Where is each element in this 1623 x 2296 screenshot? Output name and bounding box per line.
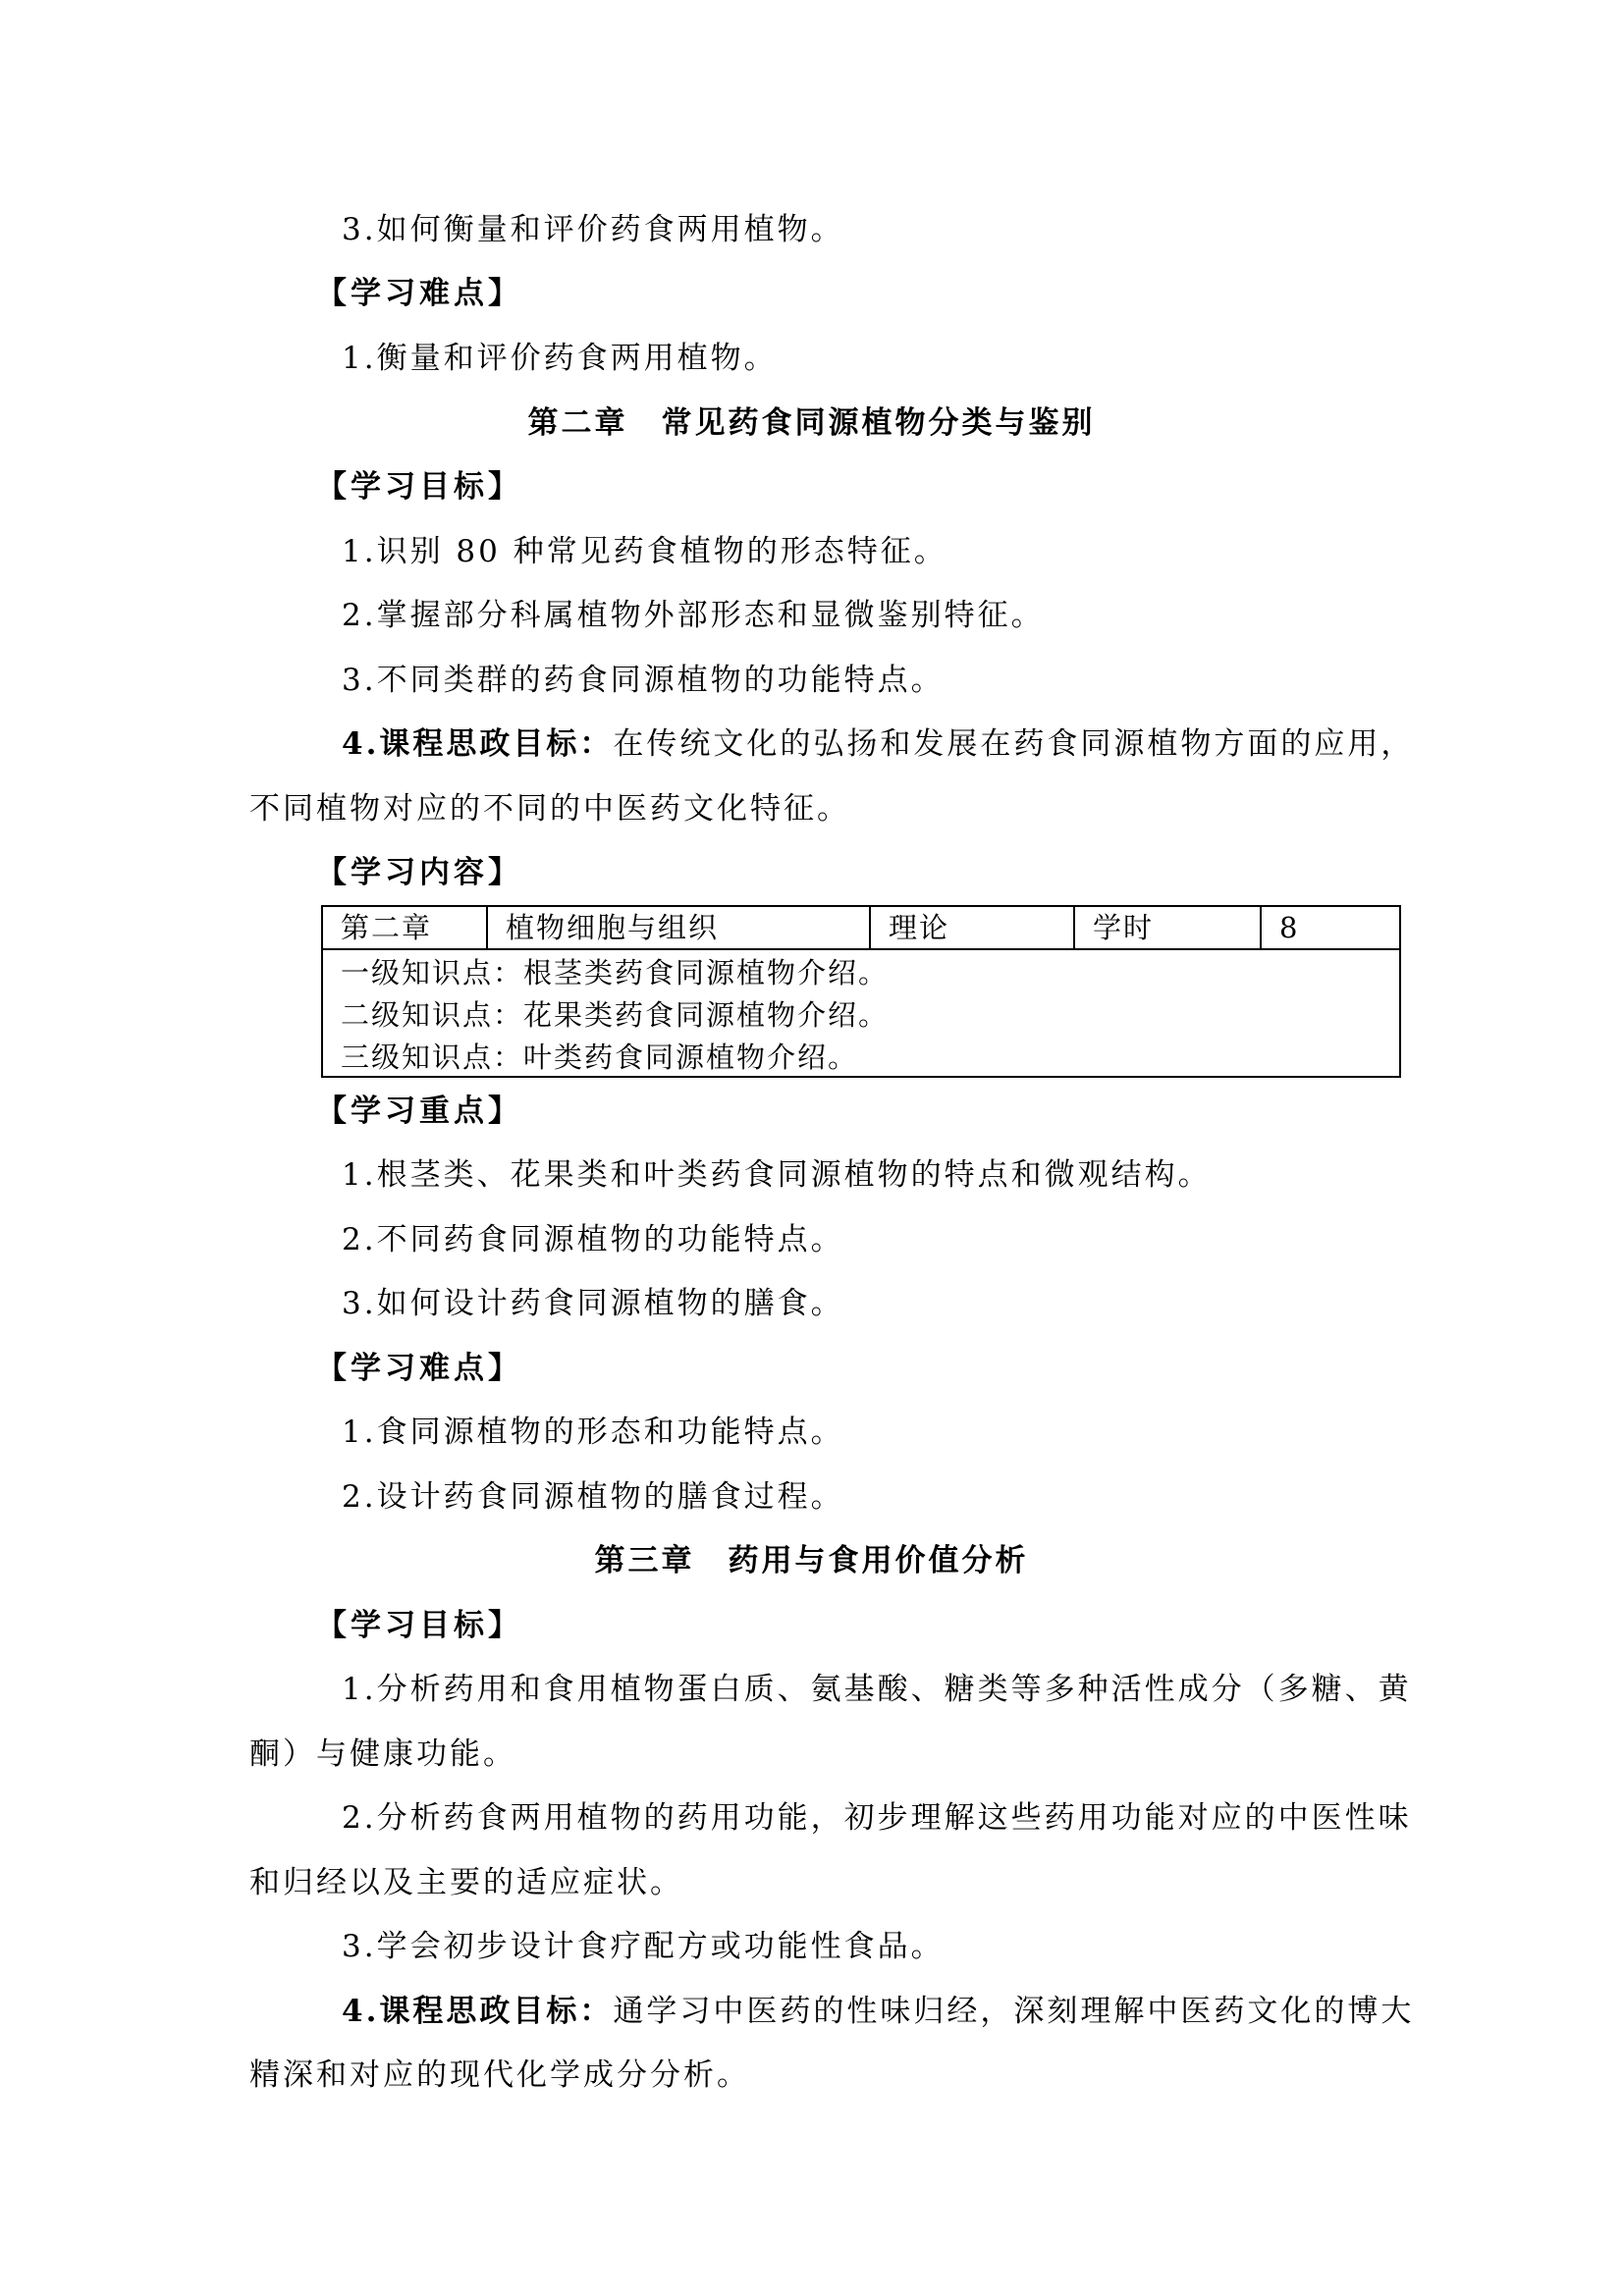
paragraph: 3.如何设计药食同源植物的膳食。 xyxy=(342,1286,844,1321)
paragraph: 3.不同类群的药食同源植物的功能特点。 xyxy=(342,663,945,698)
paragraph: 2.掌握部分科属植物外部形态和显微鉴别特征。 xyxy=(342,598,1045,633)
paragraph: 2.不同药食同源植物的功能特点。 xyxy=(342,1222,844,1257)
paragraph: 2.设计药食同源植物的膳食过程。 xyxy=(342,1479,844,1515)
paragraph: 1.根茎类、花果类和叶类药食同源植物的特点和微观结构。 xyxy=(342,1157,1212,1193)
section-heading-key-points: 【学习重点】 xyxy=(316,1094,522,1129)
paragraph: 3.学会初步设计食疗配方或功能性食品。 xyxy=(342,1929,945,1964)
chapter-2-title: 第二章 常见药食同源植物分类与鉴别 xyxy=(527,405,1096,441)
section-heading-difficulties: 【学习难点】 xyxy=(316,276,522,311)
paragraph-ideology-goal xyxy=(342,1992,1414,2031)
paragraph: 1.分析药用和食用植物蛋白质、氨基酸、糖类等多种活性成分（多糖、黄 xyxy=(342,1672,1412,1707)
table-knowledge-points xyxy=(323,952,1399,1079)
paragraph: 酮）与健康功能。 xyxy=(249,1736,516,1772)
section-heading-content: 【学习内容】 xyxy=(316,855,522,890)
table-cell-topic: 植物细胞与组织 xyxy=(488,907,871,948)
goal-text: 通学习中医药的性味归经，深刻理解中医药文化的博大 xyxy=(613,1994,1415,2029)
goal-label: 4.课程思政目标： xyxy=(342,1994,614,2029)
knowledge-point: 一级知识点：根茎类药食同源植物介绍。 xyxy=(341,956,890,989)
knowledge-point: 二级知识点：花果类药食同源植物介绍。 xyxy=(341,998,890,1032)
content-table xyxy=(321,905,1401,1078)
paragraph: 1.识别 80 种常见药食植物的形态特征。 xyxy=(342,534,947,569)
paragraph: 1.食同源植物的形态和功能特点。 xyxy=(342,1415,844,1450)
knowledge-point: 三级知识点：叶类药食同源植物介绍。 xyxy=(341,1041,859,1074)
paragraph-ideology-goal xyxy=(342,724,1414,764)
paragraph: 3.如何衡量和评价药食两用植物。 xyxy=(342,212,844,247)
paragraph: 和归经以及主要的适应症状。 xyxy=(249,1865,683,1900)
paragraph: 不同植物对应的不同的中医药文化特征。 xyxy=(249,791,850,827)
goal-text: 在传统文化的弘扬和发展在药食同源植物方面的应用， xyxy=(613,726,1415,762)
paragraph: 1.衡量和评价药食两用植物。 xyxy=(342,341,778,376)
table-cell-chapter: 第二章 xyxy=(323,907,488,948)
chapter-3-title: 第三章 药用与食用价值分析 xyxy=(594,1543,1029,1578)
section-heading-objectives: 【学习目标】 xyxy=(316,469,522,505)
paragraph: 2.分析药食两用植物的药用功能，初步理解这些药用功能对应的中医性味 xyxy=(342,1800,1412,1836)
table-cell-hours: 8 xyxy=(1279,911,1300,944)
table-header-row xyxy=(323,907,1399,950)
paragraph: 精深和对应的现代化学成分分析。 xyxy=(249,2057,750,2093)
section-heading-difficulties: 【学习难点】 xyxy=(316,1351,522,1386)
goal-label: 4.课程思政目标： xyxy=(342,726,614,762)
table-cell-hours-label: 学时 xyxy=(1075,907,1262,948)
table-cell-type: 理论 xyxy=(871,907,1075,948)
section-heading-objectives: 【学习目标】 xyxy=(316,1608,522,1643)
